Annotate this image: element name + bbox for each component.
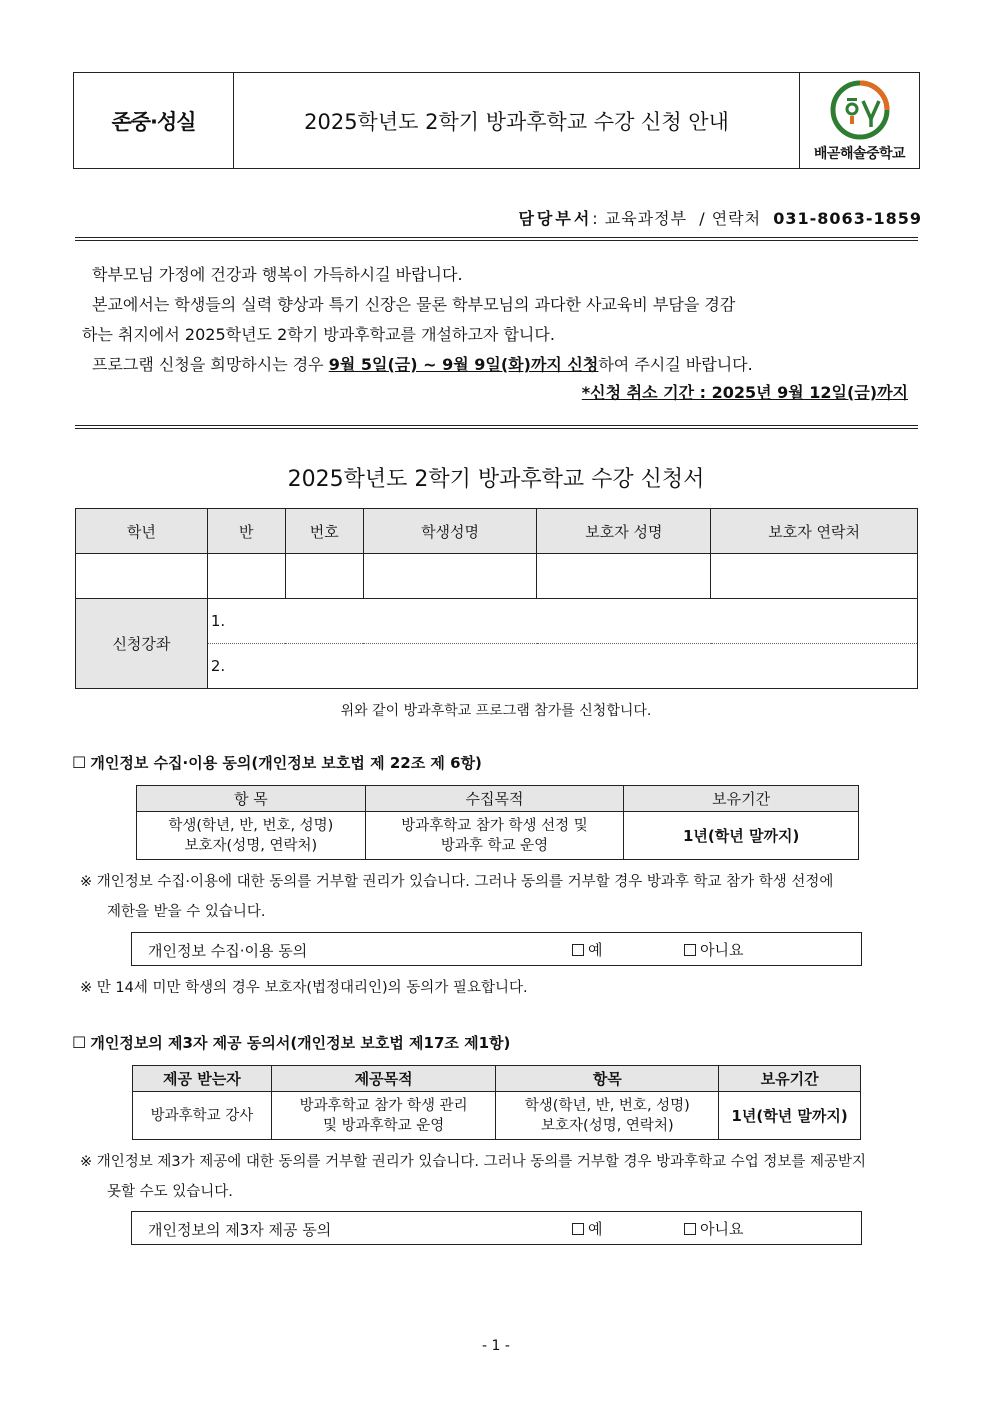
divider xyxy=(75,425,918,429)
cell-line: 보호자(성명, 연락처) xyxy=(541,1117,674,1134)
privacy-collection-table xyxy=(136,785,859,860)
column-header: 학년 xyxy=(76,509,208,554)
column-header: 항목 xyxy=(496,1066,719,1092)
contact-phone: 031-8063-1859 xyxy=(773,209,922,228)
retention-cell: 1년(학년 말까지) xyxy=(719,1092,861,1140)
column-header: 항 목 xyxy=(137,786,366,812)
section-title-text: 개인정보 수집·이용 동의(개인정보 보호법 제 22조 제 6항) xyxy=(90,754,482,772)
dept-value: : 교육과정부 xyxy=(592,209,688,228)
table-row xyxy=(76,599,918,644)
consent-label: 개인정보의 제3자 제공 동의 xyxy=(148,1221,332,1239)
consent-yes-checkbox[interactable] xyxy=(572,939,603,960)
section-title xyxy=(72,1032,510,1053)
table-cell xyxy=(137,812,366,860)
third-party-consent-box xyxy=(131,1211,862,1245)
column-header: 보유기간 xyxy=(624,786,859,812)
table-row xyxy=(76,554,918,599)
column-header: 제공 받는자 xyxy=(133,1066,272,1092)
checkbox-icon xyxy=(684,944,696,956)
cell-line: 학생(학년, 반, 번호, 성명) xyxy=(524,1097,690,1114)
department-line xyxy=(518,206,922,229)
intro-line xyxy=(80,350,920,380)
document-header xyxy=(73,72,920,169)
checkbox-label: 예 xyxy=(588,1220,603,1238)
school-logo xyxy=(800,73,919,168)
course-field-2[interactable]: 2. xyxy=(207,644,917,689)
consent-no-checkbox[interactable] xyxy=(684,1218,743,1239)
grade-field[interactable] xyxy=(76,554,208,599)
student-name-field[interactable] xyxy=(363,554,537,599)
column-header: 보호자 연락처 xyxy=(711,509,918,554)
course-field-1[interactable]: 1. xyxy=(207,599,917,644)
table-cell xyxy=(365,812,624,860)
intro-text xyxy=(80,260,920,380)
intro-line-part: 프로그램 신청을 희망하시는 경우 xyxy=(92,355,329,374)
column-header: 보유기간 xyxy=(719,1066,861,1092)
cell-line: 학생(학년, 반, 번호, 성명) xyxy=(168,817,334,834)
column-header: 수집목적 xyxy=(365,786,624,812)
column-header: 번호 xyxy=(285,509,363,554)
notice-line: 제한을 받을 수 있습니다. xyxy=(107,904,266,920)
column-header: 학생성명 xyxy=(363,509,537,554)
table-header-row xyxy=(137,786,859,812)
checkbox-icon xyxy=(684,1223,696,1235)
recipient-cell: 방과후학교 강사 xyxy=(133,1092,272,1140)
table-header-row xyxy=(76,509,918,554)
consent-no-checkbox[interactable] xyxy=(684,939,743,960)
cancel-period-notice: *신청 취소 기간 : 2025년 9월 12일(금)까지 xyxy=(581,383,908,402)
guardian-name-field[interactable] xyxy=(537,554,711,599)
cell-line: 및 방과후학교 운영 xyxy=(322,1117,445,1134)
retention-cell: 1년(학년 말까지) xyxy=(624,812,859,860)
cell-line: 방과후학교 참가 학생 관리 xyxy=(299,1097,468,1114)
column-header: 반 xyxy=(207,509,285,554)
cell-line: 보호자(성명, 연락처) xyxy=(184,837,318,854)
contact-label: / 연락처 xyxy=(699,209,762,228)
checkbox-icon xyxy=(572,1223,584,1235)
privacy-notice xyxy=(80,867,925,927)
intro-line-part: 하여 주시길 바랍니다. xyxy=(598,355,753,374)
notice-line: ※ 개인정보 수집·이용에 대한 동의를 거부할 권리가 있습니다. 그러나 동의를 거부할 경우 방과후 학교 참가 학생 선정에 xyxy=(80,874,834,890)
intro-line: 하는 취지에서 2025학년도 2학기 방과후학교를 개설하고자 합니다. xyxy=(82,325,555,344)
cell-line: 방과후 학교 운영 xyxy=(440,837,549,854)
consent-yes-checkbox[interactable] xyxy=(572,1218,603,1239)
guardian-contact-field[interactable] xyxy=(711,554,918,599)
checkbox-bullet-icon: ☐ xyxy=(72,753,87,772)
school-name: 배곧해솔중학교 xyxy=(813,146,906,162)
third-party-notice xyxy=(80,1147,925,1207)
cell-line: 방과후학교 참가 학생 선정 및 xyxy=(401,817,588,834)
table-cell xyxy=(271,1092,496,1140)
table-row xyxy=(137,812,859,860)
checkbox-icon xyxy=(572,944,584,956)
page-number: - 1 - xyxy=(482,1338,510,1354)
notice-line: ※ 개인정보 제3가 제공에 대한 동의를 거부할 권리가 있습니다. 그러나 동의를 거부할 경우 방과후학교 수업 정보를 제공받지 xyxy=(80,1154,867,1170)
course-label: 신청강좌 xyxy=(76,599,208,689)
document-title: 2025학년도 2학기 방과후학교 수강 신청 안내 xyxy=(234,73,800,168)
divider xyxy=(75,237,918,241)
intro-line: 학부모님 가정에 건강과 행복이 가득하시길 바랍니다. xyxy=(92,265,463,284)
checkbox-label: 예 xyxy=(588,941,603,959)
collection-consent-box xyxy=(131,932,862,966)
school-emblem-icon xyxy=(829,79,891,141)
age-notice: ※ 만 14세 미만 학생의 경우 보호자(법정대리인)의 동의가 필요합니다. xyxy=(80,980,528,996)
form-title: 2025학년도 2학기 방과후학교 수강 신청서 xyxy=(287,467,705,492)
consent-label: 개인정보 수집·이용 동의 xyxy=(148,942,308,960)
section-title xyxy=(72,752,482,773)
column-header: 제공목적 xyxy=(271,1066,496,1092)
form-caption: 위와 같이 방과후학교 프로그램 참가를 신청합니다. xyxy=(340,703,652,719)
third-party-table xyxy=(132,1065,861,1140)
notice-line: 못할 수도 있습니다. xyxy=(107,1184,233,1200)
checkbox-bullet-icon: ☐ xyxy=(72,1033,87,1052)
application-table xyxy=(75,508,918,689)
checkbox-label: 아니요 xyxy=(700,1220,744,1238)
number-field[interactable] xyxy=(285,554,363,599)
school-motto: 존중·성실 xyxy=(74,73,234,168)
table-row xyxy=(133,1092,861,1140)
dept-label: 담당부서 xyxy=(518,209,593,228)
application-period: 9월 5일(금) ~ 9월 9일(화)까지 신청 xyxy=(328,355,599,374)
column-header: 보호자 성명 xyxy=(537,509,711,554)
table-cell xyxy=(496,1092,719,1140)
class-field[interactable] xyxy=(207,554,285,599)
intro-line: 본교에서는 학생들의 실력 향상과 특기 신장은 물론 학부모님의 과다한 사교육비 부담을 경감 xyxy=(92,295,736,314)
section-title-text: 개인정보의 제3자 제공 동의서(개인정보 보호법 제17조 제1항) xyxy=(90,1034,511,1052)
checkbox-label: 아니요 xyxy=(700,941,744,959)
table-header-row xyxy=(133,1066,861,1092)
